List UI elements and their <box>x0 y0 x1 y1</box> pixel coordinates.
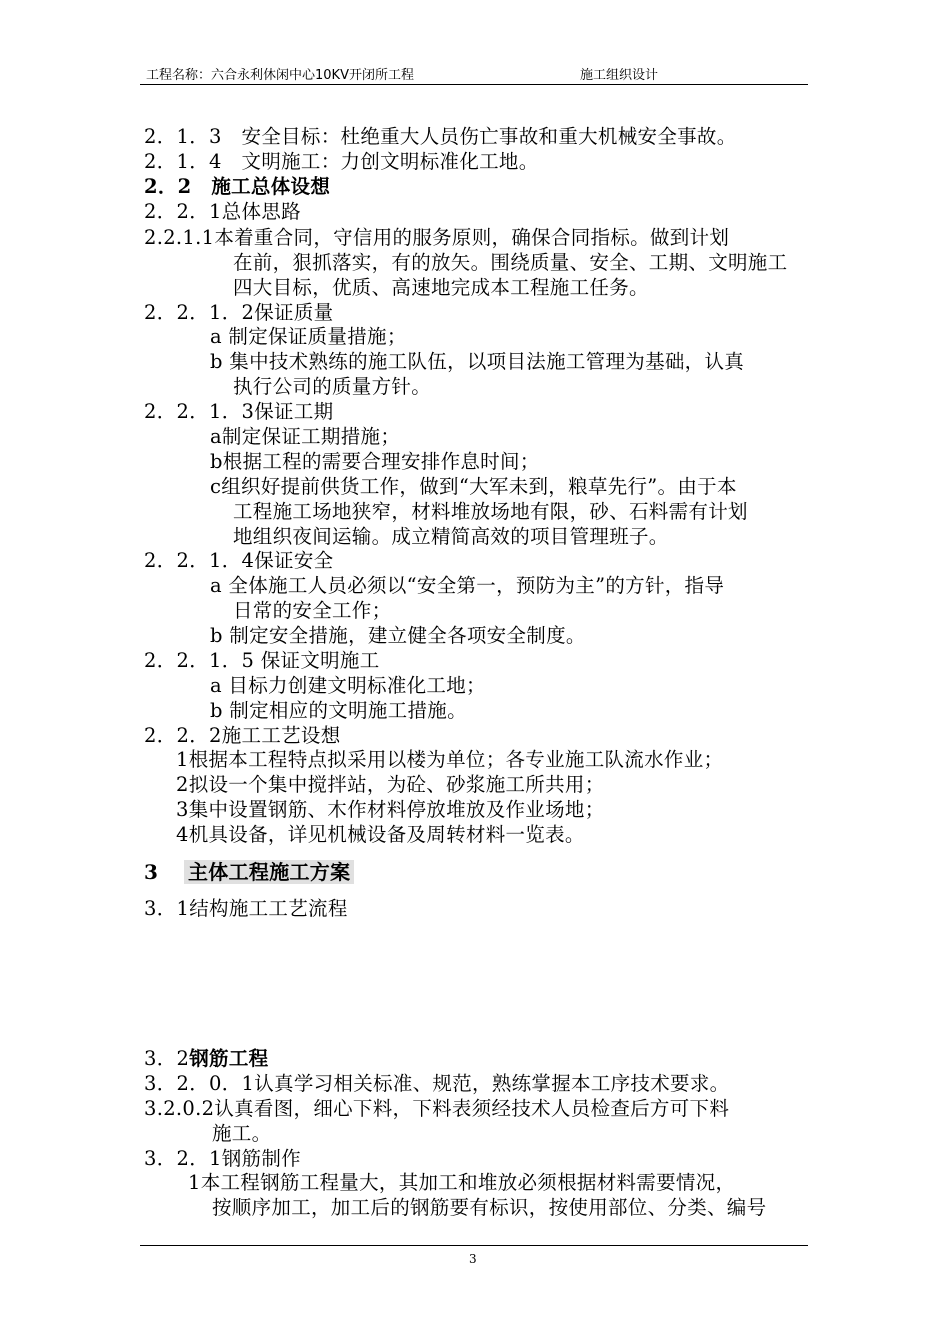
section-3-title <box>184 860 354 884</box>
heading-3-2-1: 3．2．1钢筋制作 <box>144 1147 301 1170</box>
doc-title: 施工组织设计 <box>580 68 659 83</box>
item-schedule-a: a制定保证工期措施； <box>210 425 401 448</box>
item-safety-b: b 制定安全措施，建立健全各项安全制度。 <box>210 624 586 647</box>
item-quality-b-line2: 执行公司的质量方针。 <box>233 375 432 398</box>
item-schedule-c-line1: c组织好提前供货工作，做到“大军未到，粮草先行”。由于本 <box>210 475 737 498</box>
item-civilized-a: a 目标力创建文明标准化工地； <box>210 674 486 697</box>
heading-2-2-1-3: 2．2．1．3保证工期 <box>144 400 334 423</box>
item-process-4: 4机具设备，详见机械设备及周转材料一览表。 <box>176 823 585 846</box>
header-rule <box>140 84 808 85</box>
item-safety-a-line1: a 全体施工人员必须以“安全第一，预防为主”的方针，指导 <box>210 574 725 597</box>
heading-2-2-1-2: 2．2．1．2保证质量 <box>144 301 334 324</box>
page-number: 3 <box>469 1252 477 1266</box>
item-process-1: 1根据本工程特点拟采用以楼为单位；各专业施工队流水作业； <box>176 748 724 771</box>
item-quality-a: a 制定保证质量措施； <box>210 325 407 348</box>
item-schedule-b: b根据工程的需要合理安排作息时间； <box>210 450 540 473</box>
item-schedule-c-line3: 地组织夜间运输。成立精简高效的项目管理班子。 <box>233 525 669 548</box>
para-2-2-1-1-line1: 2.2.1.1本着重合同，守信用的服务原则，确保合同指标。做到计划 <box>144 226 730 249</box>
item-schedule-c-line2: 工程施工场地狭窄，材料堆放场地有限，砂、石料需有计划 <box>233 500 748 523</box>
para-rebar-1-line2: 按顺序加工，加工后的钢筋要有标识，按使用部位、分类、编号 <box>212 1196 767 1219</box>
heading-3-2-number: 3．2 <box>144 1047 190 1070</box>
item-process-2: 2拟设一个集中搅拌站，为砼、砂浆施工所共用； <box>176 773 605 796</box>
heading-2-2: 2．2 施工总体设想 <box>144 175 331 198</box>
para-2-2-1-1-line2: 在前，狠抓落实，有的放矢。围绕质量、安全、工期、文明施工 <box>233 251 788 274</box>
para-2-1-4: 2．1．4 文明施工：力创文明标准化工地。 <box>144 150 539 173</box>
para-3-2-0-2-line2: 施工。 <box>212 1122 272 1145</box>
para-rebar-1-line1: 1本工程钢筋工程量大，其加工和堆放必须根据材料需要情况， <box>188 1171 736 1194</box>
item-quality-b-line1: b 集中技术熟练的施工队伍，以项目法施工管理为基础，认真 <box>210 350 745 373</box>
para-3-2-0-2-line1: 3.2.0.2认真看图，细心下料，下料表须经技术人员检查后方可下料 <box>144 1097 730 1120</box>
section-3-number: 3 <box>144 860 159 884</box>
para-3-2-0-1: 3．2．0．1认真学习相关标准、规范，熟练掌握本工序技术要求。 <box>144 1072 730 1095</box>
footer-rule <box>140 1245 808 1246</box>
item-safety-a-line2: 日常的安全工作； <box>233 599 392 622</box>
item-process-3: 3集中设置钢筋、木作材料停放堆放及作业场地； <box>176 798 605 821</box>
para-2-1-3: 2．1．3 安全目标：杜绝重大人员伤亡事故和重大机械安全事故。 <box>144 125 737 148</box>
heading-2-2-1-4: 2．2．1．4保证安全 <box>144 549 334 572</box>
para-2-2-1-1-line3: 四大目标，优质、高速地完成本工程施工任务。 <box>233 276 649 299</box>
section-3-title-text: 主体工程施工方案 <box>184 860 354 884</box>
heading-3-2 <box>144 1047 268 1071</box>
project-name-label <box>146 64 414 83</box>
heading-3-2-title: 钢筋工程 <box>189 1047 269 1070</box>
heading-2-2-1-5: 2．2．1．5 保证文明施工 <box>144 649 380 672</box>
heading-2-2-1: 2．2．1总体思路 <box>144 200 301 223</box>
project-prefix: 工程名称： <box>146 68 212 83</box>
project-name: 六合永利休闲中心10KV开闭所工程 <box>211 68 414 83</box>
heading-3-1: 3．1结构施工工艺流程 <box>144 897 348 920</box>
item-civilized-b: b 制定相应的文明施工措施。 <box>210 699 467 722</box>
heading-2-2-2: 2．2．2施工工艺设想 <box>144 724 341 747</box>
